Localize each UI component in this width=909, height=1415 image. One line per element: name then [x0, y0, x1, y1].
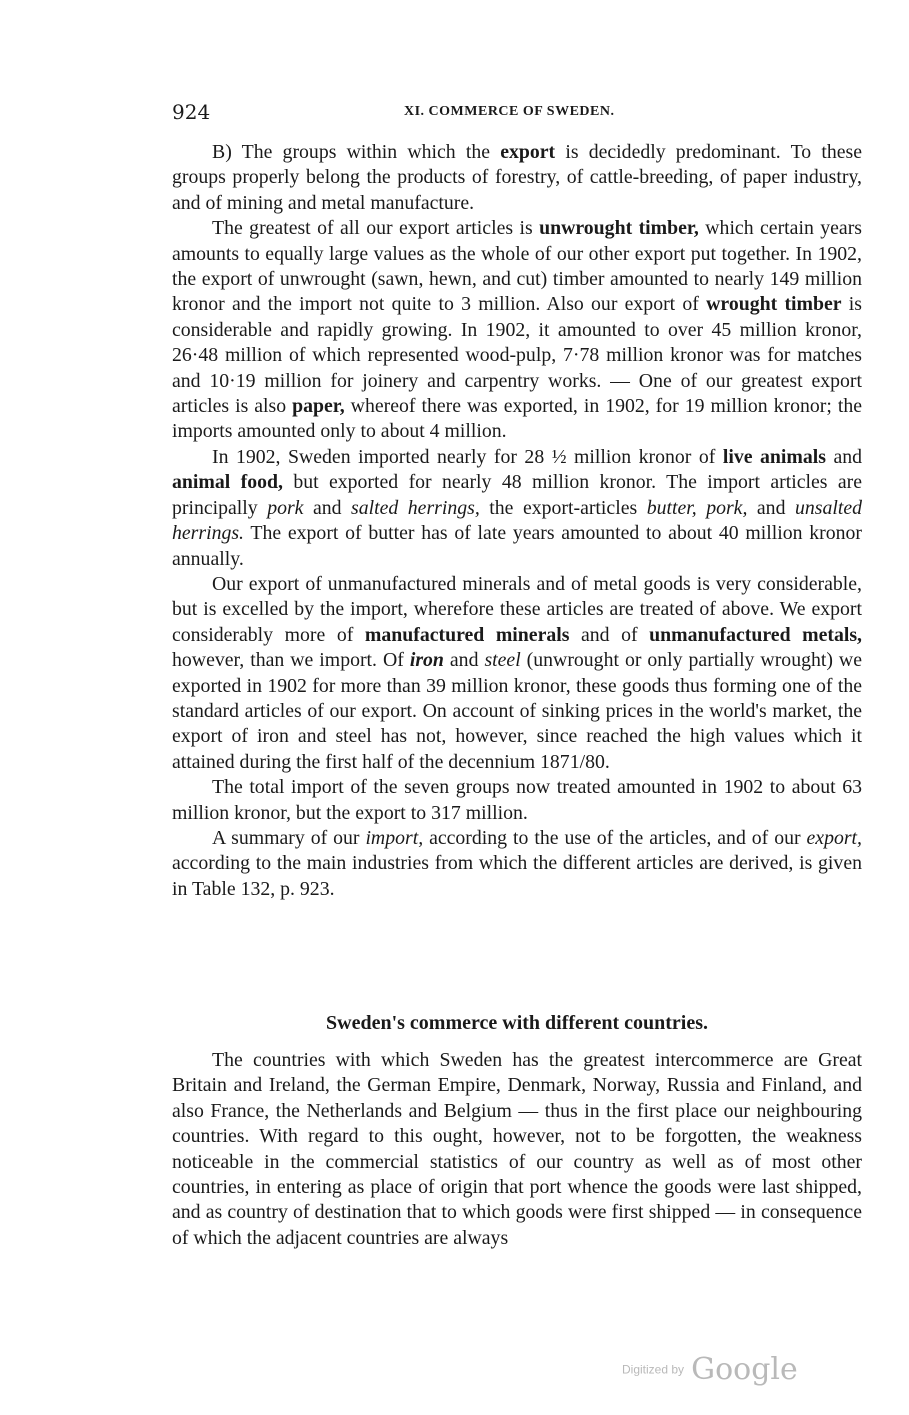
text-run: The export of butter has of late years amounted to about 40 million kronor annually.	[172, 522, 862, 570]
paragraph-animals	[172, 445, 862, 572]
text-run: is considerable and rapidly growing. In 1902, it amounted to over 45 million kronor, 26·48 million of which represented wood-pulp, 7·78 million kronor was for matches and 10·19 million for joinery and carpentry works. — One of our greatest export articles is also	[172, 293, 862, 418]
italic-run: butter, pork,	[646, 496, 748, 519]
emphasis-run: export	[500, 141, 556, 163]
text-run: B) The groups within which the	[212, 141, 501, 163]
text-run: however, than we import. Of	[172, 649, 410, 672]
italic-run: pork	[267, 496, 304, 519]
text-run: and	[303, 496, 352, 519]
text-run: The greatest of all our export articles is	[212, 217, 540, 240]
text-run: and	[747, 496, 795, 519]
text-run: the export-articles	[479, 496, 647, 519]
paragraph-total-import	[172, 775, 862, 826]
text-run: Our export of unmanufactured minerals and of metal goods is very considerable, but is excelled by the import, wherefore these articles are treated of above. We export considerably more of	[172, 572, 862, 646]
text-run: is decidedly predominant. To these groups properly belong the products of forestry, of cattle-breeding, of paper industry, and of mining and metal manufacture.	[172, 141, 862, 214]
watermark-prefix: Digitized by	[622, 1362, 685, 1377]
emphasis-run: unwrought timber,	[539, 217, 699, 240]
paragraph-export-groups	[172, 140, 862, 216]
italic-run: steel	[484, 649, 521, 672]
paragraph-countries: The countries with which Sweden has the greatest intercommerce are Great Britain and Ireland, the German Empire, Denmark, Norway, Russia and Finland, and also France, the Netherlands and Belgium — thus in the first place our neighbouring countries. With regard to this ought, however, not to be forgotten, the weakness noticeable in the commercial statistics of our country as well as of most other countries, in entering as place of origin that port whence the goods were last shipped, and as country of destination that to which goods were first shipped — in consequence of which the adjacent countries are always	[172, 1049, 862, 1249]
running-head: XI. COMMERCE OF SWEDEN.	[404, 104, 615, 119]
page-header	[172, 100, 862, 130]
italic-run: iron	[409, 649, 444, 672]
body-text	[172, 140, 862, 902]
text-run: according to the use of the articles, and of our	[423, 826, 807, 849]
text-run: and of	[569, 623, 650, 646]
text-run: and	[443, 649, 485, 672]
italic-run: unsalted herrings.	[172, 496, 863, 545]
paragraph-summary	[172, 826, 862, 902]
google-watermark	[622, 1352, 798, 1387]
emphasis-run: live animals	[722, 445, 826, 468]
emphasis-run: paper,	[292, 395, 345, 418]
text-run: In 1902, Sweden imported nearly for 28 ½ million kronor of	[212, 445, 723, 468]
text-run: The total import of the seven groups now treated amounted in 1902 to about 63 million kronor, but the export to 317 million.	[172, 776, 862, 824]
emphasis-run: wrought timber	[706, 293, 842, 316]
text-run: and	[825, 445, 862, 468]
emphasis-run: unmanufactured metals,	[649, 623, 863, 646]
text-run: A summary of our	[212, 826, 366, 849]
section-body	[172, 1048, 862, 1251]
text-run: which certain years amounts to equally large values as the whole of our other export put together. In 1902, the export of unwrought (sawn, hewn, and cut) timber amounted to nearly 149 million kronor and the import not quite to 3 million. Also our export of	[172, 217, 862, 316]
italic-run: export,	[806, 826, 862, 849]
italic-run: import,	[365, 826, 424, 849]
emphasis-run: animal food,	[172, 471, 283, 494]
paragraph-minerals	[172, 572, 862, 775]
text-run: according to the main industries from which the different articles are derived, is given in Table 132, p. 923.	[172, 852, 862, 900]
paragraph-timber	[172, 216, 862, 445]
section-heading: Sweden's commerce with different countries.	[326, 1012, 708, 1034]
text-run: but exported for nearly 48 million kronor. The import articles are principally	[172, 471, 863, 519]
google-logo: Google	[691, 1352, 798, 1387]
italic-run: salted herrings,	[351, 496, 480, 519]
text-run: (unwrought or only partially wrought) we exported in 1902 for more than 39 million kronor, these goods thus forming one of the standard articles of our export. On account of sinking prices in the world's market, the export of iron and steel has not, however, since reached the high values which it attained during the first half of the decennium 1871/80.	[172, 649, 862, 773]
text-run: whereof there was exported, in 1902, for 19 million kronor; the imports amounted only to about 4 million.	[172, 395, 862, 443]
emphasis-run: manufactured minerals	[364, 623, 570, 646]
page-number: 924	[172, 100, 211, 124]
